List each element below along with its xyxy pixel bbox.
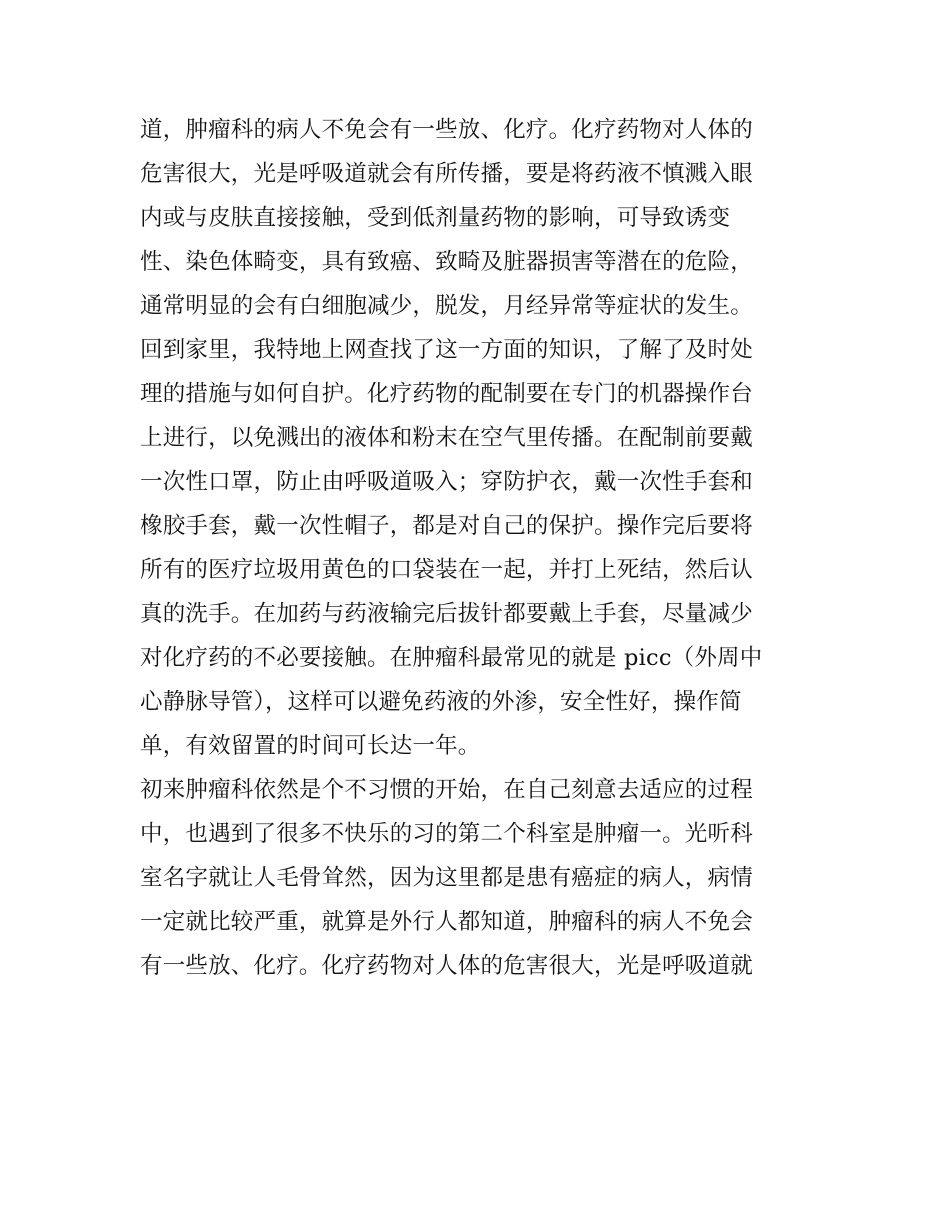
text-line: 中，也遇到了很多不快乐的习的第二个科室是肿瘤一。光听科: [140, 821, 753, 847]
text-line: 一定就比较严重，就算是外行人都知道，肿瘤科的病人不免会: [140, 909, 753, 935]
text-line: 有一些放、化疗。化疗药物对人体的危害很大，光是呼吸道就: [140, 953, 753, 979]
text-line: 道，肿瘤科的病人不免会有一些放、化疗。化疗药物对人体的: [140, 117, 753, 143]
text-line: 一次性口罩，防止由呼吸道吸入；穿防护衣，戴一次性手套和: [140, 469, 753, 495]
text-line: 通常明显的会有白细胞减少，脱发，月经异常等症状的发生。: [140, 293, 753, 319]
body-text: [140, 108, 820, 988]
text-line: 所有的医疗垃圾用黄色的口袋装在一起，并打上死结，然后认: [140, 557, 753, 583]
text-line: 内或与皮肤直接接触，受到低剂量药物的影响，可导致诱变: [140, 205, 731, 231]
text-line: 橡胶手套，戴一次性帽子，都是对自己的保护。操作完后要将: [140, 513, 753, 539]
text-line: 危害很大，光是呼吸道就会有所传播，要是将药液不慎溅入眼: [140, 161, 753, 187]
text-line: 单，有效留置的时间可长达一年。: [140, 733, 481, 759]
text-line: 对化疗药的不必要接触。在肿瘤科最常见的就是 picc（外周中: [140, 645, 763, 671]
text-line: 回到家里，我特地上网查找了这一方面的知识，了解了及时处: [140, 337, 753, 363]
text-line: 性、染色体畸变，具有致癌、致畸及脏器损害等潜在的危险，: [140, 249, 753, 275]
text-line: 室名字就让人毛骨耸然，因为这里都是患有癌症的病人，病情: [140, 865, 753, 891]
text-line: 上进行，以免溅出的液体和粉末在空气里传播。在配制前要戴: [140, 425, 753, 451]
text-line: 真的洗手。在加药与药液输完后拔针都要戴上手套，尽量减少: [140, 601, 753, 627]
text-line: 心静脉导管），这样可以避免药液的外渗，安全性好，操作简: [140, 689, 742, 715]
text-line: 初来肿瘤科依然是个不习惯的开始，在自己刻意去适应的过程: [140, 777, 753, 803]
text-line: 理的措施与如何自护。化疗药物的配制要在专门的机器操作台: [140, 381, 753, 407]
